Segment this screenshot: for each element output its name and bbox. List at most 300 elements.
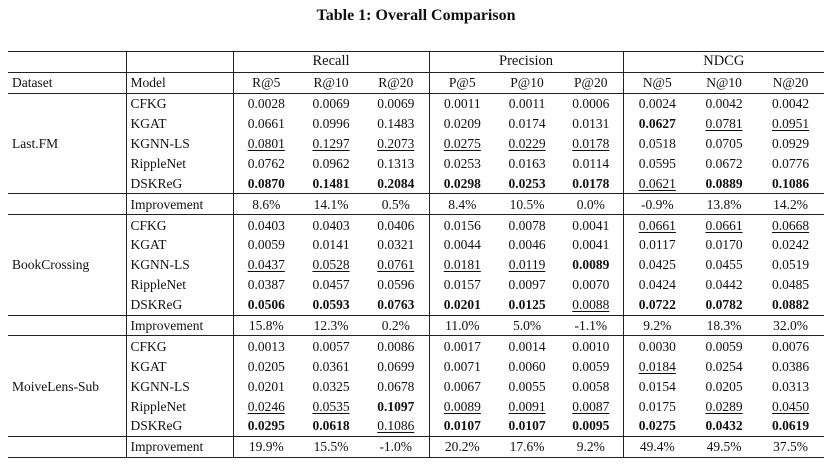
group-header-row	[8, 52, 824, 73]
improvement-row	[8, 436, 824, 457]
table-caption: Table 1: Overall Comparison	[316, 7, 516, 24]
table-row	[8, 153, 824, 173]
value-cell	[233, 173, 299, 193]
improvement-value: 0.0%	[559, 194, 623, 215]
group-header-recall: Recall	[233, 52, 429, 73]
improvement-label: Improvement	[126, 315, 233, 336]
improvement-value: 0.2%	[363, 315, 429, 336]
metric-value: 0.0442	[705, 277, 743, 293]
value-cell	[623, 93, 691, 113]
value-cell	[691, 93, 757, 113]
metric-value: 0.0595	[638, 155, 676, 171]
value-cell	[429, 396, 495, 416]
improvement-value: 17.6%	[495, 436, 559, 457]
metric-value: 0.0017	[443, 338, 481, 354]
metric-value: 0.0119	[508, 257, 546, 273]
metric-value: 0.0060	[508, 358, 546, 374]
metric-value: 0.1481	[312, 175, 350, 191]
value-cell	[495, 416, 559, 436]
dataset-column-header: Dataset	[8, 72, 126, 93]
metric-value: 0.0313	[771, 378, 810, 394]
value-cell	[495, 173, 559, 193]
improvement-value: 14.2%	[757, 194, 824, 215]
value-cell	[559, 215, 623, 235]
value-cell	[363, 93, 429, 113]
metric-value: 0.0175	[638, 398, 676, 414]
model-cell: RippleNet	[126, 275, 233, 295]
value-cell	[299, 336, 363, 356]
value-cell	[757, 93, 824, 113]
metric-value: 0.0028	[247, 96, 285, 112]
value-cell	[559, 153, 623, 173]
model-cell: CFKG	[126, 215, 233, 235]
value-cell	[429, 336, 495, 356]
value-cell	[623, 376, 691, 396]
value-cell	[299, 93, 363, 113]
metric-value: 0.0621	[638, 175, 676, 191]
value-cell	[299, 255, 363, 275]
metric-value: 0.0157	[443, 277, 481, 293]
value-cell	[429, 93, 495, 113]
metric-value: 0.0246	[247, 398, 285, 414]
metric-header: P@20	[559, 72, 623, 93]
metric-value: 0.0672	[705, 155, 743, 171]
metric-value: 0.0209	[443, 116, 481, 132]
value-cell	[299, 153, 363, 173]
metric-value: 0.0962	[312, 155, 350, 171]
improvement-value: 19.9%	[233, 436, 299, 457]
value-cell	[559, 356, 623, 376]
table-row	[8, 416, 824, 436]
value-cell	[559, 275, 623, 295]
value-cell	[623, 255, 691, 275]
value-cell	[429, 153, 495, 173]
value-cell	[559, 173, 623, 193]
metric-header-row	[8, 72, 824, 93]
dataset-cell: Last.FM	[12, 136, 59, 151]
value-cell	[757, 295, 824, 315]
metric-header: N@10	[691, 72, 757, 93]
metric-value: 0.0437	[247, 257, 285, 273]
value-cell	[495, 356, 559, 376]
metric-value: 0.0762	[247, 155, 285, 171]
metric-value: 0.0929	[771, 136, 810, 151]
value-cell	[429, 356, 495, 376]
metric-value: 0.0178	[572, 175, 610, 191]
model-cell: RippleNet	[126, 153, 233, 173]
value-cell	[691, 173, 757, 193]
metric-value: 0.0010	[572, 338, 610, 354]
metric-value: 0.0387	[247, 277, 285, 293]
model-cell: RippleNet	[126, 396, 233, 416]
value-cell	[691, 356, 757, 376]
value-cell	[363, 153, 429, 173]
metric-value: 0.0325	[312, 378, 350, 394]
metric-value: 0.0057	[312, 338, 350, 354]
metric-value: 0.0870	[247, 175, 285, 191]
metric-value: 0.2084	[377, 175, 415, 191]
value-cell	[299, 235, 363, 255]
value-cell	[623, 215, 691, 235]
metric-value: 0.0361	[312, 358, 350, 374]
metric-value: 0.0170	[705, 237, 743, 253]
value-cell	[495, 295, 559, 315]
table-row	[8, 93, 824, 113]
value-cell	[691, 416, 757, 436]
metric-value: 0.0042	[705, 96, 743, 112]
metric-value: 0.0518	[638, 136, 676, 151]
metric-value: 0.0059	[572, 358, 610, 374]
metric-value: 0.0156	[443, 217, 481, 233]
metric-value: 0.0184	[638, 358, 676, 374]
metric-value: 0.0519	[771, 257, 810, 273]
value-cell	[233, 356, 299, 376]
value-cell	[757, 114, 824, 134]
value-cell	[429, 235, 495, 255]
value-cell	[363, 416, 429, 436]
metric-value: 0.0095	[572, 418, 610, 434]
metric-value: 0.0059	[705, 338, 743, 354]
metric-value: 0.0254	[705, 358, 743, 374]
metric-value: 0.0763	[377, 297, 415, 313]
value-cell	[363, 173, 429, 193]
value-cell	[623, 153, 691, 173]
improvement-row	[8, 194, 824, 215]
value-cell	[623, 114, 691, 134]
empty-corner-cell	[126, 52, 233, 73]
model-cell: KGAT	[126, 235, 233, 255]
value-cell	[623, 275, 691, 295]
improvement-value: 32.0%	[757, 315, 824, 336]
table-row	[8, 396, 824, 416]
metric-value: 0.0178	[572, 136, 610, 151]
model-cell: KGNN-LS	[126, 134, 233, 154]
value-cell	[559, 255, 623, 275]
value-cell	[299, 416, 363, 436]
metric-value: 0.0174	[508, 116, 546, 132]
group-header-precision: Precision	[429, 52, 623, 73]
value-cell	[495, 93, 559, 113]
value-cell	[757, 235, 824, 255]
value-cell	[495, 275, 559, 295]
value-cell	[691, 275, 757, 295]
dataset-cell: MoiveLens-Sub	[12, 378, 99, 394]
value-cell	[623, 235, 691, 255]
metric-value: 0.0067	[443, 378, 481, 394]
value-cell	[233, 396, 299, 416]
empty-cell	[8, 194, 126, 215]
metric-header: N@20	[757, 72, 824, 93]
value-cell	[299, 173, 363, 193]
value-cell	[691, 295, 757, 315]
model-cell: CFKG	[126, 93, 233, 113]
value-cell	[429, 173, 495, 193]
improvement-value: 14.1%	[299, 194, 363, 215]
value-cell	[363, 336, 429, 356]
value-cell	[363, 255, 429, 275]
value-cell	[757, 336, 824, 356]
improvement-value: 37.5%	[757, 436, 824, 457]
metric-value: 0.0069	[377, 96, 415, 112]
metric-value: 0.0951	[771, 116, 810, 132]
value-cell	[429, 134, 495, 154]
table-row	[8, 215, 824, 235]
metric-value: 0.0181	[443, 257, 481, 273]
metric-value: 0.0403	[247, 217, 285, 233]
metric-value: 0.0618	[312, 418, 350, 434]
improvement-value: 49.4%	[623, 436, 691, 457]
table-row	[8, 356, 824, 376]
value-cell	[495, 215, 559, 235]
value-cell	[691, 114, 757, 134]
value-cell	[363, 295, 429, 315]
value-cell	[757, 356, 824, 376]
metric-value: 0.0076	[771, 338, 810, 354]
metric-value: 0.1313	[377, 155, 415, 171]
metric-value: 0.0425	[638, 257, 676, 273]
metric-value: 0.0528	[312, 257, 350, 273]
metric-value: 0.0041	[572, 237, 610, 253]
improvement-value: 10.5%	[495, 194, 559, 215]
value-cell	[429, 416, 495, 436]
metric-value: 0.0889	[705, 175, 743, 191]
improvement-value: 5.0%	[495, 315, 559, 336]
value-cell	[691, 215, 757, 235]
metric-value: 0.0117	[638, 237, 676, 253]
value-cell	[691, 376, 757, 396]
value-cell	[559, 114, 623, 134]
value-cell	[691, 255, 757, 275]
improvement-value: 8.6%	[233, 194, 299, 215]
value-cell	[691, 235, 757, 255]
metric-value: 0.0011	[508, 96, 546, 112]
value-cell	[233, 215, 299, 235]
model-cell: KGAT	[126, 356, 233, 376]
value-cell	[559, 416, 623, 436]
value-cell	[623, 356, 691, 376]
metric-value: 0.0154	[638, 378, 676, 394]
metric-value: 0.0781	[705, 116, 743, 132]
metric-value: 0.0107	[443, 418, 481, 434]
improvement-value: 49.5%	[691, 436, 757, 457]
metric-value: 0.0705	[705, 136, 743, 151]
metric-value: 0.0242	[771, 237, 810, 253]
metric-header: P@10	[495, 72, 559, 93]
metric-value: 0.0163	[508, 155, 546, 171]
improvement-row	[8, 315, 824, 336]
model-cell: KGNN-LS	[126, 376, 233, 396]
model-cell: KGNN-LS	[126, 255, 233, 275]
metric-value: 0.0485	[771, 277, 810, 293]
value-cell	[495, 134, 559, 154]
metric-value: 0.0275	[638, 418, 676, 434]
value-cell	[299, 396, 363, 416]
metric-value: 0.0058	[572, 378, 610, 394]
value-cell	[233, 235, 299, 255]
value-cell	[623, 295, 691, 315]
value-cell	[559, 295, 623, 315]
table-row	[8, 336, 824, 356]
value-cell	[757, 396, 824, 416]
model-cell: DSKReG	[126, 173, 233, 193]
metric-value: 0.0253	[508, 175, 546, 191]
improvement-value: 12.3%	[299, 315, 363, 336]
improvement-value: 18.3%	[691, 315, 757, 336]
improvement-value: 20.2%	[429, 436, 495, 457]
metric-value: 0.0661	[247, 116, 285, 132]
value-cell	[429, 295, 495, 315]
metric-value: 0.0627	[638, 116, 676, 132]
value-cell	[233, 336, 299, 356]
value-cell	[429, 215, 495, 235]
metric-value: 0.0069	[312, 96, 350, 112]
value-cell	[559, 376, 623, 396]
metric-value: 0.0321	[377, 237, 415, 253]
metric-value: 0.0996	[312, 116, 350, 132]
metric-value: 0.0059	[247, 237, 285, 253]
value-cell	[233, 416, 299, 436]
value-cell	[559, 134, 623, 154]
metric-value: 0.0086	[377, 338, 415, 354]
metric-value: 0.0089	[572, 257, 610, 273]
metric-value: 0.0229	[508, 136, 546, 151]
value-cell	[233, 114, 299, 134]
value-cell	[623, 416, 691, 436]
metric-value: 0.0014	[508, 338, 546, 354]
improvement-value: 0.5%	[363, 194, 429, 215]
value-cell	[559, 93, 623, 113]
metric-value: 0.0125	[508, 297, 546, 313]
value-cell	[363, 356, 429, 376]
value-cell	[429, 255, 495, 275]
results-table	[8, 51, 824, 458]
value-cell	[559, 235, 623, 255]
improvement-value: 15.5%	[299, 436, 363, 457]
value-cell	[623, 336, 691, 356]
value-cell	[299, 114, 363, 134]
metric-value: 0.0761	[377, 257, 415, 273]
improvement-label: Improvement	[126, 194, 233, 215]
metric-value: 0.0201	[247, 378, 285, 394]
value-cell	[495, 396, 559, 416]
metric-value: 0.0042	[771, 96, 810, 112]
table-row	[8, 114, 824, 134]
metric-value: 0.0295	[247, 418, 285, 434]
empty-cell	[8, 436, 126, 457]
value-cell	[691, 396, 757, 416]
metric-value: 0.0455	[705, 257, 743, 273]
value-cell	[233, 255, 299, 275]
value-cell	[495, 235, 559, 255]
model-cell: KGAT	[126, 114, 233, 134]
table-body	[8, 93, 824, 457]
metric-value: 0.0450	[771, 398, 810, 414]
value-cell	[233, 153, 299, 173]
metric-value: 0.0114	[572, 155, 610, 171]
metric-value: 0.0024	[638, 96, 676, 112]
metric-value: 0.0201	[443, 297, 481, 313]
metric-value: 0.0801	[247, 136, 285, 151]
empty-cell	[8, 315, 126, 336]
metric-value: 0.0386	[771, 358, 810, 374]
metric-value: 0.0046	[508, 237, 546, 253]
value-cell	[299, 275, 363, 295]
value-cell	[429, 114, 495, 134]
value-cell	[363, 396, 429, 416]
metric-value: 0.1097	[377, 398, 415, 414]
value-cell	[757, 376, 824, 396]
metric-value: 0.0722	[638, 297, 676, 313]
value-cell	[299, 356, 363, 376]
table-row	[8, 173, 824, 193]
value-cell	[691, 134, 757, 154]
metric-value: 0.1297	[312, 136, 350, 151]
improvement-value: 9.2%	[623, 315, 691, 336]
value-cell	[757, 275, 824, 295]
value-cell	[559, 396, 623, 416]
metric-value: 0.0457	[312, 277, 350, 293]
metric-value: 0.0013	[247, 338, 285, 354]
table-row	[8, 134, 824, 154]
metric-value: 0.0535	[312, 398, 350, 414]
metric-value: 0.0091	[508, 398, 546, 414]
metric-value: 0.0432	[705, 418, 743, 434]
metric-value: 0.0275	[443, 136, 481, 151]
metric-value: 0.0619	[771, 418, 810, 434]
improvement-value: 9.2%	[559, 436, 623, 457]
table-head	[8, 52, 824, 94]
metric-value: 0.0089	[443, 398, 481, 414]
value-cell	[757, 134, 824, 154]
value-cell	[559, 336, 623, 356]
value-cell	[299, 295, 363, 315]
metric-value: 0.0088	[572, 297, 610, 313]
improvement-value: -1.1%	[559, 315, 623, 336]
improvement-value: 15.8%	[233, 315, 299, 336]
table-row	[8, 235, 824, 255]
metric-value: 0.0070	[572, 277, 610, 293]
metric-value: 0.0661	[638, 217, 676, 233]
model-cell: CFKG	[126, 336, 233, 356]
value-cell	[623, 173, 691, 193]
value-cell	[757, 255, 824, 275]
value-cell	[623, 134, 691, 154]
metric-value: 0.0044	[443, 237, 481, 253]
value-cell	[299, 215, 363, 235]
metric-value: 0.1086	[771, 175, 810, 191]
empty-corner-cell	[8, 52, 126, 73]
metric-value: 0.0403	[312, 217, 350, 233]
value-cell	[233, 93, 299, 113]
value-cell	[757, 215, 824, 235]
value-cell	[757, 416, 824, 436]
metric-header: N@5	[623, 72, 691, 93]
model-cell: DSKReG	[126, 416, 233, 436]
improvement-value: 11.0%	[429, 315, 495, 336]
metric-value: 0.0030	[638, 338, 676, 354]
metric-value: 0.0593	[312, 297, 350, 313]
metric-header: R@5	[233, 72, 299, 93]
value-cell	[495, 255, 559, 275]
metric-value: 0.0776	[771, 155, 810, 171]
metric-value: 0.0011	[443, 96, 481, 112]
metric-value: 0.0078	[508, 217, 546, 233]
value-cell	[495, 114, 559, 134]
group-header-ndcg: NDCG	[623, 52, 824, 73]
metric-value: 0.0506	[247, 297, 285, 313]
metric-value: 0.1086	[377, 418, 415, 434]
metric-value: 0.0006	[572, 96, 610, 112]
